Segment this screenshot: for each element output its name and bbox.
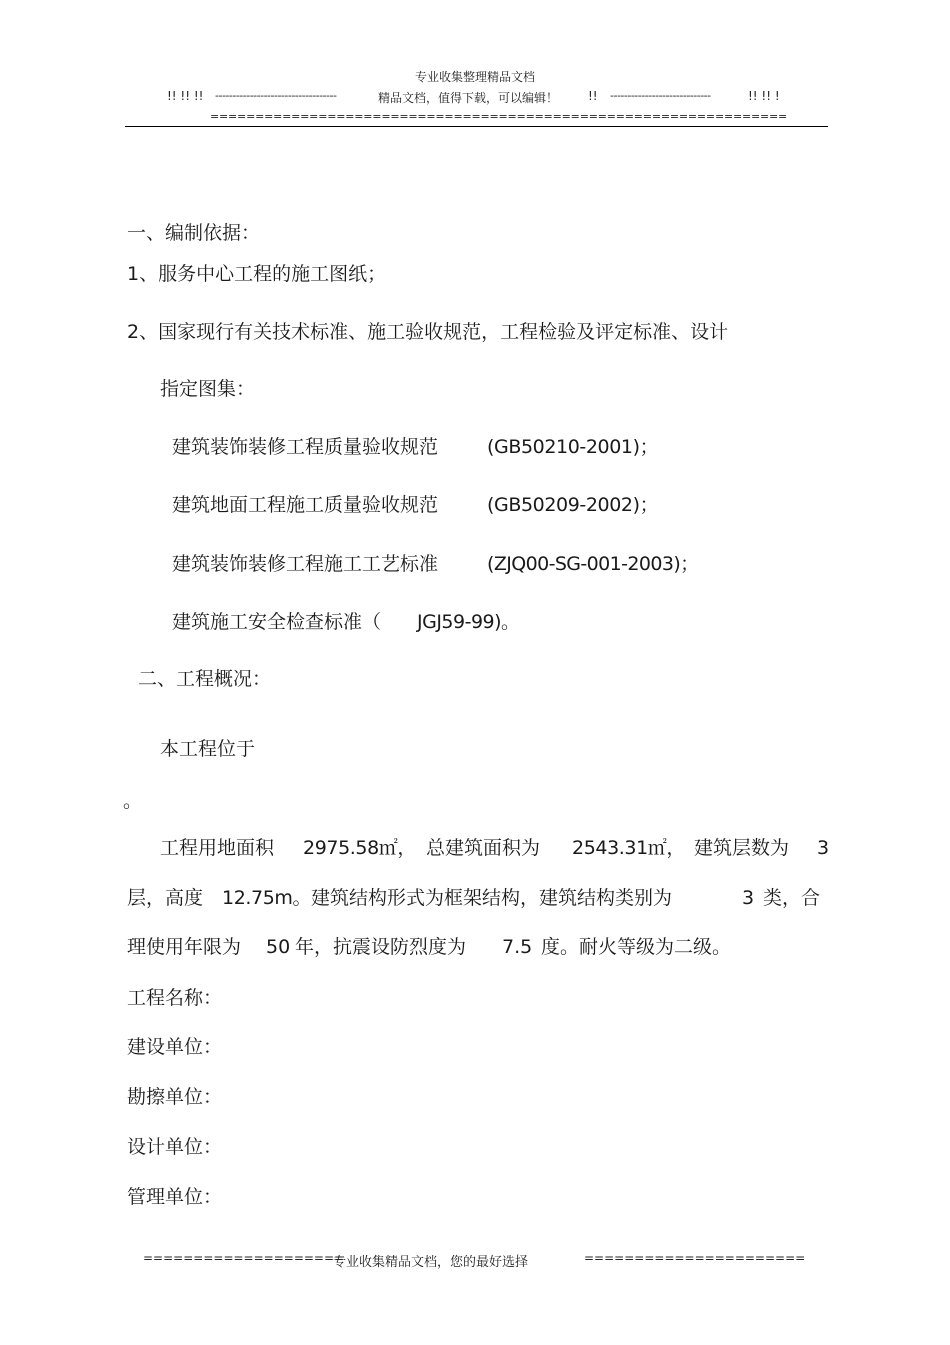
standard-code: JGJ59-99)。: [417, 611, 520, 633]
paragraph-text: 建筑结构形式为框架结构，建筑结构类别为: [311, 887, 673, 909]
height-value: 12.75m。: [222, 887, 312, 909]
land-area-value: 2975.58㎡，: [303, 837, 416, 859]
paragraph-text: 年，抗震设防烈度为: [295, 936, 467, 958]
field-project-name: 工程名称：: [127, 987, 223, 1009]
standard-name: 建筑装饰装修工程施工工艺标准: [172, 553, 439, 575]
footer-equals-right: ======================: [584, 1251, 806, 1265]
header-dashes-left: -----------------------------------: [215, 89, 337, 102]
standard-name: 建筑装饰装修工程质量验收规范: [172, 436, 439, 458]
footer-equals-left: ====================: [143, 1251, 345, 1265]
header-equals-line: ================================================================: [210, 110, 788, 123]
paragraph-text: 工程用地面积: [160, 837, 275, 859]
basis-item-2-line2: 指定图集：: [160, 378, 256, 400]
paragraph-text: 理使用年限为: [127, 936, 242, 958]
standard-name: 建筑地面工程施工质量验收规范: [172, 494, 439, 516]
standard-code: (GB50209-2002)；: [487, 494, 659, 516]
field-construction-unit: 建设单位：: [127, 1036, 223, 1058]
footer-text: 专业收集精品文档，您的最好选择: [333, 1255, 529, 1270]
standard-name: 建筑施工安全检查标准（: [172, 611, 382, 633]
standard-code: (GB50210-2001)；: [487, 436, 659, 458]
structure-category-value: 3: [742, 887, 755, 909]
section2-heading: 二、工程概况：: [138, 668, 272, 690]
paragraph-text: 层，高度: [127, 887, 204, 909]
field-survey-unit: 勘擦单位：: [127, 1086, 223, 1108]
location-period: 。: [123, 790, 143, 812]
header-title: 专业收集整理精品文档: [414, 70, 535, 84]
header-exclaim-mid: !!: [588, 89, 598, 103]
paragraph-text: 建筑层数为: [694, 837, 790, 859]
basis-item-2-line1: 2、国家现行有关技术标准、施工验收规范，工程检验及评定标准、设计: [127, 321, 729, 343]
header-dashes-right: -----------------------------: [610, 89, 711, 102]
header-exclaim-left: !! !! !!: [167, 89, 204, 103]
service-life-value: 50: [266, 936, 291, 958]
seismic-value: 7.5: [502, 936, 533, 958]
field-management-unit: 管理单位：: [127, 1186, 223, 1208]
field-design-unit: 设计单位：: [127, 1136, 223, 1158]
paragraph-text: 总建筑面积为: [426, 837, 541, 859]
header-tagline: 精品文档，值得下载，可以编辑！: [378, 91, 559, 105]
paragraph-text: 度。耐火等级为二级。: [541, 936, 732, 958]
floor-count-value: 3: [817, 837, 830, 859]
basis-item-1: 1、服务中心工程的施工图纸；: [127, 263, 387, 285]
building-area-value: 2543.31㎡，: [572, 837, 685, 859]
project-location: 本工程位于: [160, 738, 256, 760]
header-divider: [125, 126, 828, 127]
header-exclaim-right: !! !! !: [748, 89, 780, 103]
standard-code: (ZJQ00-SG-001-2003)；: [487, 553, 699, 575]
section1-heading: 一、编制依据：: [127, 222, 261, 244]
paragraph-text: 类，合: [763, 887, 821, 909]
